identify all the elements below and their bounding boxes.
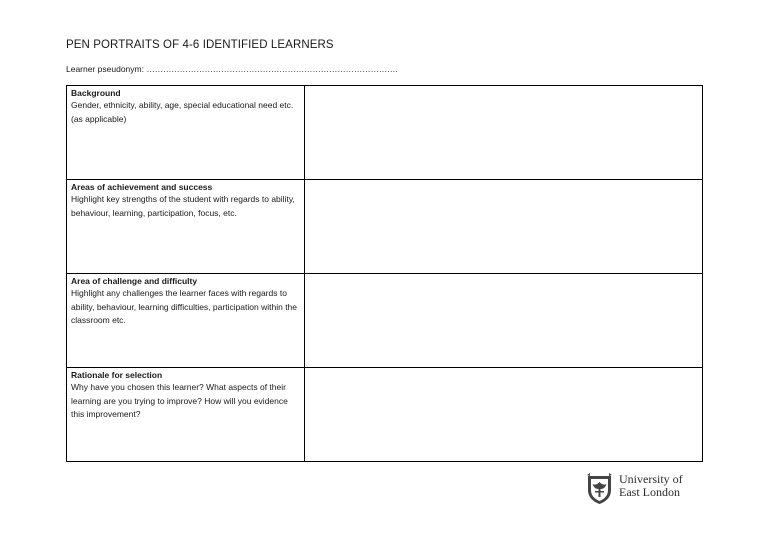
- learner-pseudonym-blank: ……………………………………………………………………………….: [146, 64, 398, 74]
- page-title: PEN PORTRAITS OF 4-6 IDENTIFIED LEARNERS: [66, 39, 334, 51]
- table-row: [67, 274, 703, 368]
- table-row: [67, 368, 703, 462]
- university-crest-icon: [586, 473, 613, 505]
- university-logo: [586, 473, 683, 505]
- university-logo-text: [619, 473, 683, 499]
- prompt-cell-background: [67, 86, 305, 180]
- row-heading: Background: [71, 88, 121, 98]
- row-description: Gender, ethnicity, ability, age, special educational need etc. (as applicable): [71, 100, 294, 124]
- logo-line-1: University of: [619, 472, 683, 486]
- row-heading: Areas of achievement and success: [71, 182, 213, 192]
- table-row: [67, 86, 703, 180]
- row-description: Highlight any challenges the learner faces with regards to ability, behaviour, learning difficulties, participation within the classroom etc.: [71, 288, 298, 325]
- prompt-cell-rationale: [67, 368, 305, 462]
- row-description: Highlight key strengths of the student with regards to ability, behaviour, learning, participation, focus, etc.: [71, 194, 295, 218]
- learner-pseudonym-label: Learner pseudonym:: [66, 64, 144, 74]
- logo-line-2: East London: [619, 485, 680, 499]
- pen-portrait-table: [66, 85, 703, 462]
- prompt-cell-achievement: [67, 180, 305, 274]
- row-description: Why have you chosen this learner? What aspects of their learning are you trying to improve? How will you evidence this improvement?: [71, 382, 288, 419]
- row-heading: Rationale for selection: [71, 370, 163, 380]
- response-cell-achievement: [305, 180, 703, 274]
- table-row: [67, 180, 703, 274]
- response-cell-rationale: [305, 368, 703, 462]
- learner-pseudonym-field: [66, 64, 398, 74]
- prompt-cell-challenge: [67, 274, 305, 368]
- response-cell-background: [305, 86, 703, 180]
- row-heading: Area of challenge and difficulty: [71, 276, 198, 286]
- response-cell-challenge: [305, 274, 703, 368]
